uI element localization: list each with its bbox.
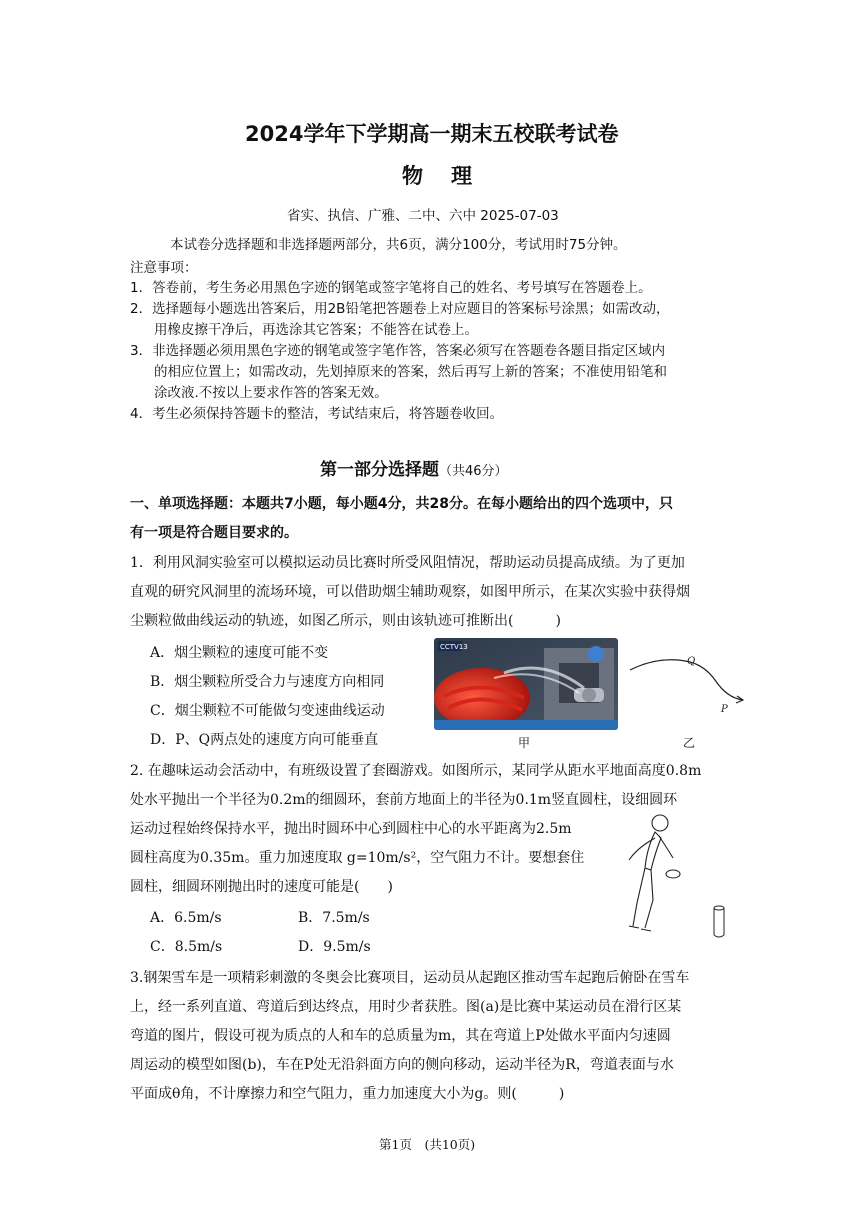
part1-score: （共46分） xyxy=(439,464,508,479)
q2-stem: 处水平抛出一个半径为0.2m的细圆环，套前方地面上的半径为0.1m竖直圆柱，设细圆环 xyxy=(130,792,678,808)
q1-option-d: D．P、Q两点处的速度方向可能垂直 xyxy=(150,732,379,748)
person-leg xyxy=(633,868,645,926)
q1-stem: 1．利用风洞实验室可以模拟运动员比赛时所受风阻情况，帮助运动员提高成绩。为了更加 xyxy=(130,555,685,571)
point-p-label: P xyxy=(721,704,728,715)
page-footer: 第1页 (共10页) xyxy=(379,1137,476,1152)
q3-stem: 周运动的模型如图(b)，车在P处无沿斜面方向的侧向移动，运动半径为R，弯道表面与水 xyxy=(130,1057,674,1073)
notice-line: 用橡皮擦干净后，再选涂其它答案；不能答在试卷上。 xyxy=(154,322,478,338)
q2-option-c: C．8.5m/s xyxy=(150,939,223,955)
subject-title: 物理 xyxy=(402,164,500,188)
q3-stem: 3.钢架雪车是一项精彩刺激的冬奥会比赛项目，运动员从起跑区推动雪车起跑后俯卧在雪车 xyxy=(130,970,690,986)
wind-tunnel-illustration xyxy=(434,638,618,730)
figure-jia-label: 甲 xyxy=(518,736,531,750)
part1-title-text: 第一部分选择题 xyxy=(320,460,439,480)
wind-tunnel-photo xyxy=(434,638,618,730)
q1-option-b: B．烟尘颗粒所受合力与速度方向相同 xyxy=(150,674,385,690)
figure-yi-label: 乙 xyxy=(683,736,696,750)
q3-stem: 弯道的图片，假设可视为质点的人和车的总质量为m，其在弯道上P处做水平面内匀速圆 xyxy=(130,1028,671,1044)
tv-logo: CCTV13 xyxy=(440,643,468,651)
q2-stem: 运动过程始终保持水平，抛出时圆环中心到圆柱中心的水平距离为2.5m xyxy=(130,821,572,837)
exam-intro: 本试卷分选择题和非选择题两部分，共6页，满分100分，考试用时75分钟。 xyxy=(170,237,627,253)
point-q-label: Q xyxy=(687,656,696,667)
ring xyxy=(666,870,680,878)
q1-option-a: A．烟尘颗粒的速度可能不变 xyxy=(150,645,329,661)
q2-option-b: B．7.5m/s xyxy=(298,910,370,926)
q3-stem: 上，经一系列直道、弯道后到达终点，用时少者获胜。图(a)是比赛中某运动员在滑行区某 xyxy=(130,999,682,1015)
person-body xyxy=(645,832,661,870)
schools-date: 省实、执信、广雅、二中、六中 2025-07-03 xyxy=(287,208,559,224)
part1-title xyxy=(320,455,508,480)
notice-heading: 注意事项： xyxy=(130,260,198,276)
trajectory-diagram xyxy=(625,650,755,720)
notice-line: 1．答卷前，考生务必用黑色字迹的钢笔或签字笔将自己的姓名、考号填写在答题卷上。 xyxy=(130,280,652,296)
notice-line: 3．非选择题必须用黑色字迹的钢笔或签字笔作答，答案必须写在答题卷各题目指定区域内 xyxy=(130,343,666,359)
section1-heading-cont: 有一项是符合题目要求的。 xyxy=(130,525,298,541)
q2-stem: 圆柱，细圆环刚抛出时的速度可能是( ) xyxy=(130,879,393,895)
exam-title: 2024学年下学期高一期末五校联考试卷 xyxy=(245,122,619,146)
notice-line: 涂改液.不按以上要求作答的答案无效。 xyxy=(154,385,388,401)
q1-stem: 直观的研究风洞里的流场环境，可以借助烟尘辅助观察，如图甲所示，在某次实验中获得烟 xyxy=(130,584,690,600)
q3-stem: 平面成θ角，不计摩擦力和空气阻力，重力加速度大小为g。则( ) xyxy=(130,1086,565,1102)
q1-stem: 尘颗粒做曲线运动的轨迹，如图乙所示，则由该轨迹可推断出( ) xyxy=(130,613,561,629)
notice-line: 4．考生必须保持答题卡的整洁，考试结束后，将答题卷收回。 xyxy=(130,406,504,422)
ring-toss-diagram xyxy=(615,808,745,948)
notice-line: 2．选择题每小题选出答案后，用2B铅笔把答题卷上对应题目的答案标号涂黑；如需改动， xyxy=(130,301,670,317)
person-leg xyxy=(645,870,653,928)
q2-option-d: D．9.5m/s xyxy=(298,939,371,955)
q2-stem: 2. 在趣味运动会活动中，有班级设置了套圈游戏。如图所示，某同学从距水平地面高度0.8m xyxy=(130,763,702,779)
q1-option-c: C．烟尘颗粒不可能做匀变速曲线运动 xyxy=(150,703,385,719)
q2-stem: 圆柱高度为0.35m。重力加速度取 g=10m/s²，空气阻力不计。要想套住 xyxy=(130,850,585,866)
q2-option-a: A．6.5m/s xyxy=(150,910,222,926)
notice-line: 的相应位置上；如需改动，先划掉原来的答案，然后再写上新的答案；不准使用铅笔和 xyxy=(154,364,667,380)
section1-heading: 一、单项选择题：本题共7小题，每小题4分，共28分。在每小题给出的四个选项中，只 xyxy=(130,496,673,512)
person-head xyxy=(652,815,668,831)
cylinder xyxy=(714,906,724,937)
person-arm xyxy=(659,836,673,858)
